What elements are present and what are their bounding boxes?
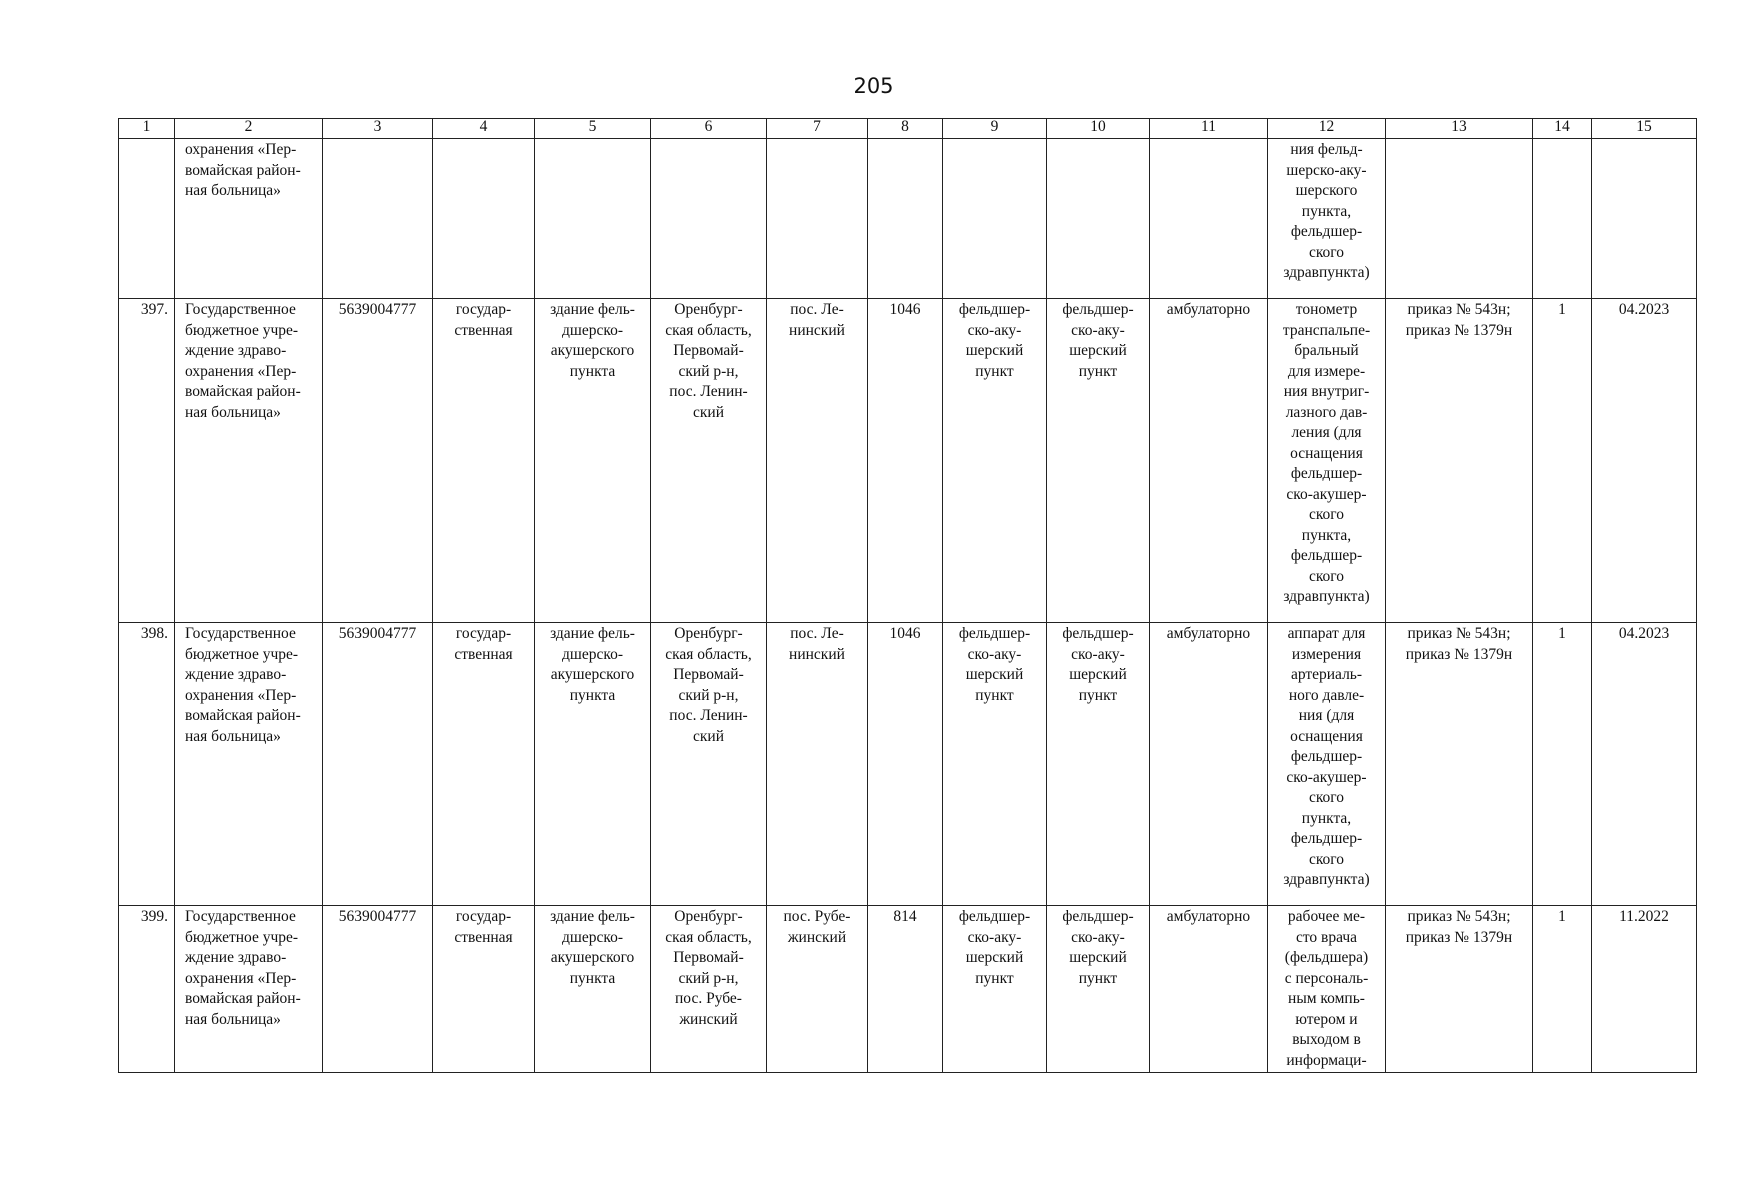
cell-date: 04.2023 — [1592, 623, 1697, 906]
cell-row-number — [119, 139, 175, 299]
cell-unit-type-2: фельдшер- ско-аку- шерский пункт — [1047, 299, 1150, 623]
cell-quantity — [1533, 139, 1592, 299]
cell-care-mode — [1150, 139, 1268, 299]
cell-unit-type-2: фельдшер- ско-аку- шерский пункт — [1047, 623, 1150, 906]
cell-ownership: государ- ственная — [433, 906, 535, 1073]
column-number: 13 — [1386, 119, 1533, 139]
table-row — [119, 906, 1697, 1073]
cell-inn: 5639004777 — [323, 906, 433, 1073]
column-number: 10 — [1047, 119, 1150, 139]
cell-care-mode: амбулаторно — [1150, 906, 1268, 1073]
column-number: 3 — [323, 119, 433, 139]
cell-population: 1046 — [868, 299, 943, 623]
column-number: 8 — [868, 119, 943, 139]
cell-date: 04.2023 — [1592, 299, 1697, 623]
cell-ownership: государ- ственная — [433, 299, 535, 623]
cell-address: Оренбург- ская область, Первомай- ский р-н, пос. Ленин- ский — [651, 299, 767, 623]
cell-order: приказ № 543н; приказ № 1379н — [1386, 906, 1533, 1073]
cell-inn: 5639004777 — [323, 623, 433, 906]
cell-quantity: 1 — [1533, 299, 1592, 623]
cell-equipment: тонометр транспальпе- бральный для измере- ния внутриг- лазного дав- ления (для оснащения фельдшер- ско-акушер- ского пункта, фельдшер- ского здравпункта) — [1268, 299, 1386, 623]
column-number-row — [119, 119, 1697, 139]
cell-organization: Государственное бюджетное учре- ждение здраво- охранения «Пер- вомайская район- ная больница» — [175, 299, 323, 623]
cell-organization: охранения «Пер- вомайская район- ная больница» — [175, 139, 323, 299]
cell-settlement: пос. Ле- нинский — [767, 623, 868, 906]
cell-address — [651, 139, 767, 299]
cell-organization: Государственное бюджетное учре- ждение здраво- охранения «Пер- вомайская район- ная больница» — [175, 906, 323, 1073]
column-number: 2 — [175, 119, 323, 139]
table-row — [119, 299, 1697, 623]
cell-building: здание фель- дшерско- акушерского пункта — [535, 623, 651, 906]
cell-inn — [323, 139, 433, 299]
column-number: 4 — [433, 119, 535, 139]
cell-equipment: ния фельд- шерско-аку- шерского пункта, фельдшер- ского здравпункта) — [1268, 139, 1386, 299]
cell-order: приказ № 543н; приказ № 1379н — [1386, 299, 1533, 623]
cell-order: приказ № 543н; приказ № 1379н — [1386, 623, 1533, 906]
cell-quantity: 1 — [1533, 906, 1592, 1073]
cell-equipment: рабочее ме- сто врача (фельдшера) с персональ- ным компь- ютером и выходом в информаци- — [1268, 906, 1386, 1073]
cell-date: 11.2022 — [1592, 906, 1697, 1073]
page-number: 205 — [853, 74, 894, 98]
cell-unit-type: фельдшер- ско-аку- шерский пункт — [943, 623, 1047, 906]
cell-row-number: 398. — [119, 623, 175, 906]
column-number: 11 — [1150, 119, 1268, 139]
cell-address: Оренбург- ская область, Первомай- ский р-н, пос. Ленин- ский — [651, 623, 767, 906]
cell-population — [868, 139, 943, 299]
cell-unit-type-2 — [1047, 139, 1150, 299]
cell-ownership — [433, 139, 535, 299]
cell-settlement: пос. Рубе- жинский — [767, 906, 868, 1073]
cell-unit-type — [943, 139, 1047, 299]
cell-unit-type: фельдшер- ско-аку- шерский пункт — [943, 906, 1047, 1073]
cell-address: Оренбург- ская область, Первомай- ский р-н, пос. Рубе- жинский — [651, 906, 767, 1073]
cell-date — [1592, 139, 1697, 299]
cell-unit-type: фельдшер- ско-аку- шерский пункт — [943, 299, 1047, 623]
column-number: 9 — [943, 119, 1047, 139]
registry-table — [118, 118, 1697, 1073]
cell-inn: 5639004777 — [323, 299, 433, 623]
cell-settlement: пос. Ле- нинский — [767, 299, 868, 623]
cell-row-number: 397. — [119, 299, 175, 623]
table-row — [119, 139, 1697, 299]
cell-equipment: аппарат для измерения артериаль- ного давле- ния (для оснащения фельдшер- ско-акушер- ского пункта, фельдшер- ского здравпункта) — [1268, 623, 1386, 906]
column-number: 5 — [535, 119, 651, 139]
column-number: 12 — [1268, 119, 1386, 139]
cell-ownership: государ- ственная — [433, 623, 535, 906]
cell-organization: Государственное бюджетное учре- ждение здраво- охранения «Пер- вомайская район- ная больница» — [175, 623, 323, 906]
cell-unit-type-2: фельдшер- ско-аку- шерский пункт — [1047, 906, 1150, 1073]
cell-population: 814 — [868, 906, 943, 1073]
cell-building: здание фель- дшерско- акушерского пункта — [535, 906, 651, 1073]
cell-building — [535, 139, 651, 299]
cell-row-number: 399. — [119, 906, 175, 1073]
column-number: 1 — [119, 119, 175, 139]
cell-care-mode: амбулаторно — [1150, 623, 1268, 906]
cell-quantity: 1 — [1533, 623, 1592, 906]
cell-care-mode: амбулаторно — [1150, 299, 1268, 623]
cell-settlement — [767, 139, 868, 299]
table-row — [119, 623, 1697, 906]
column-number: 14 — [1533, 119, 1592, 139]
cell-order — [1386, 139, 1533, 299]
column-number: 7 — [767, 119, 868, 139]
cell-building: здание фель- дшерско- акушерского пункта — [535, 299, 651, 623]
cell-population: 1046 — [868, 623, 943, 906]
column-number: 6 — [651, 119, 767, 139]
column-number: 15 — [1592, 119, 1697, 139]
